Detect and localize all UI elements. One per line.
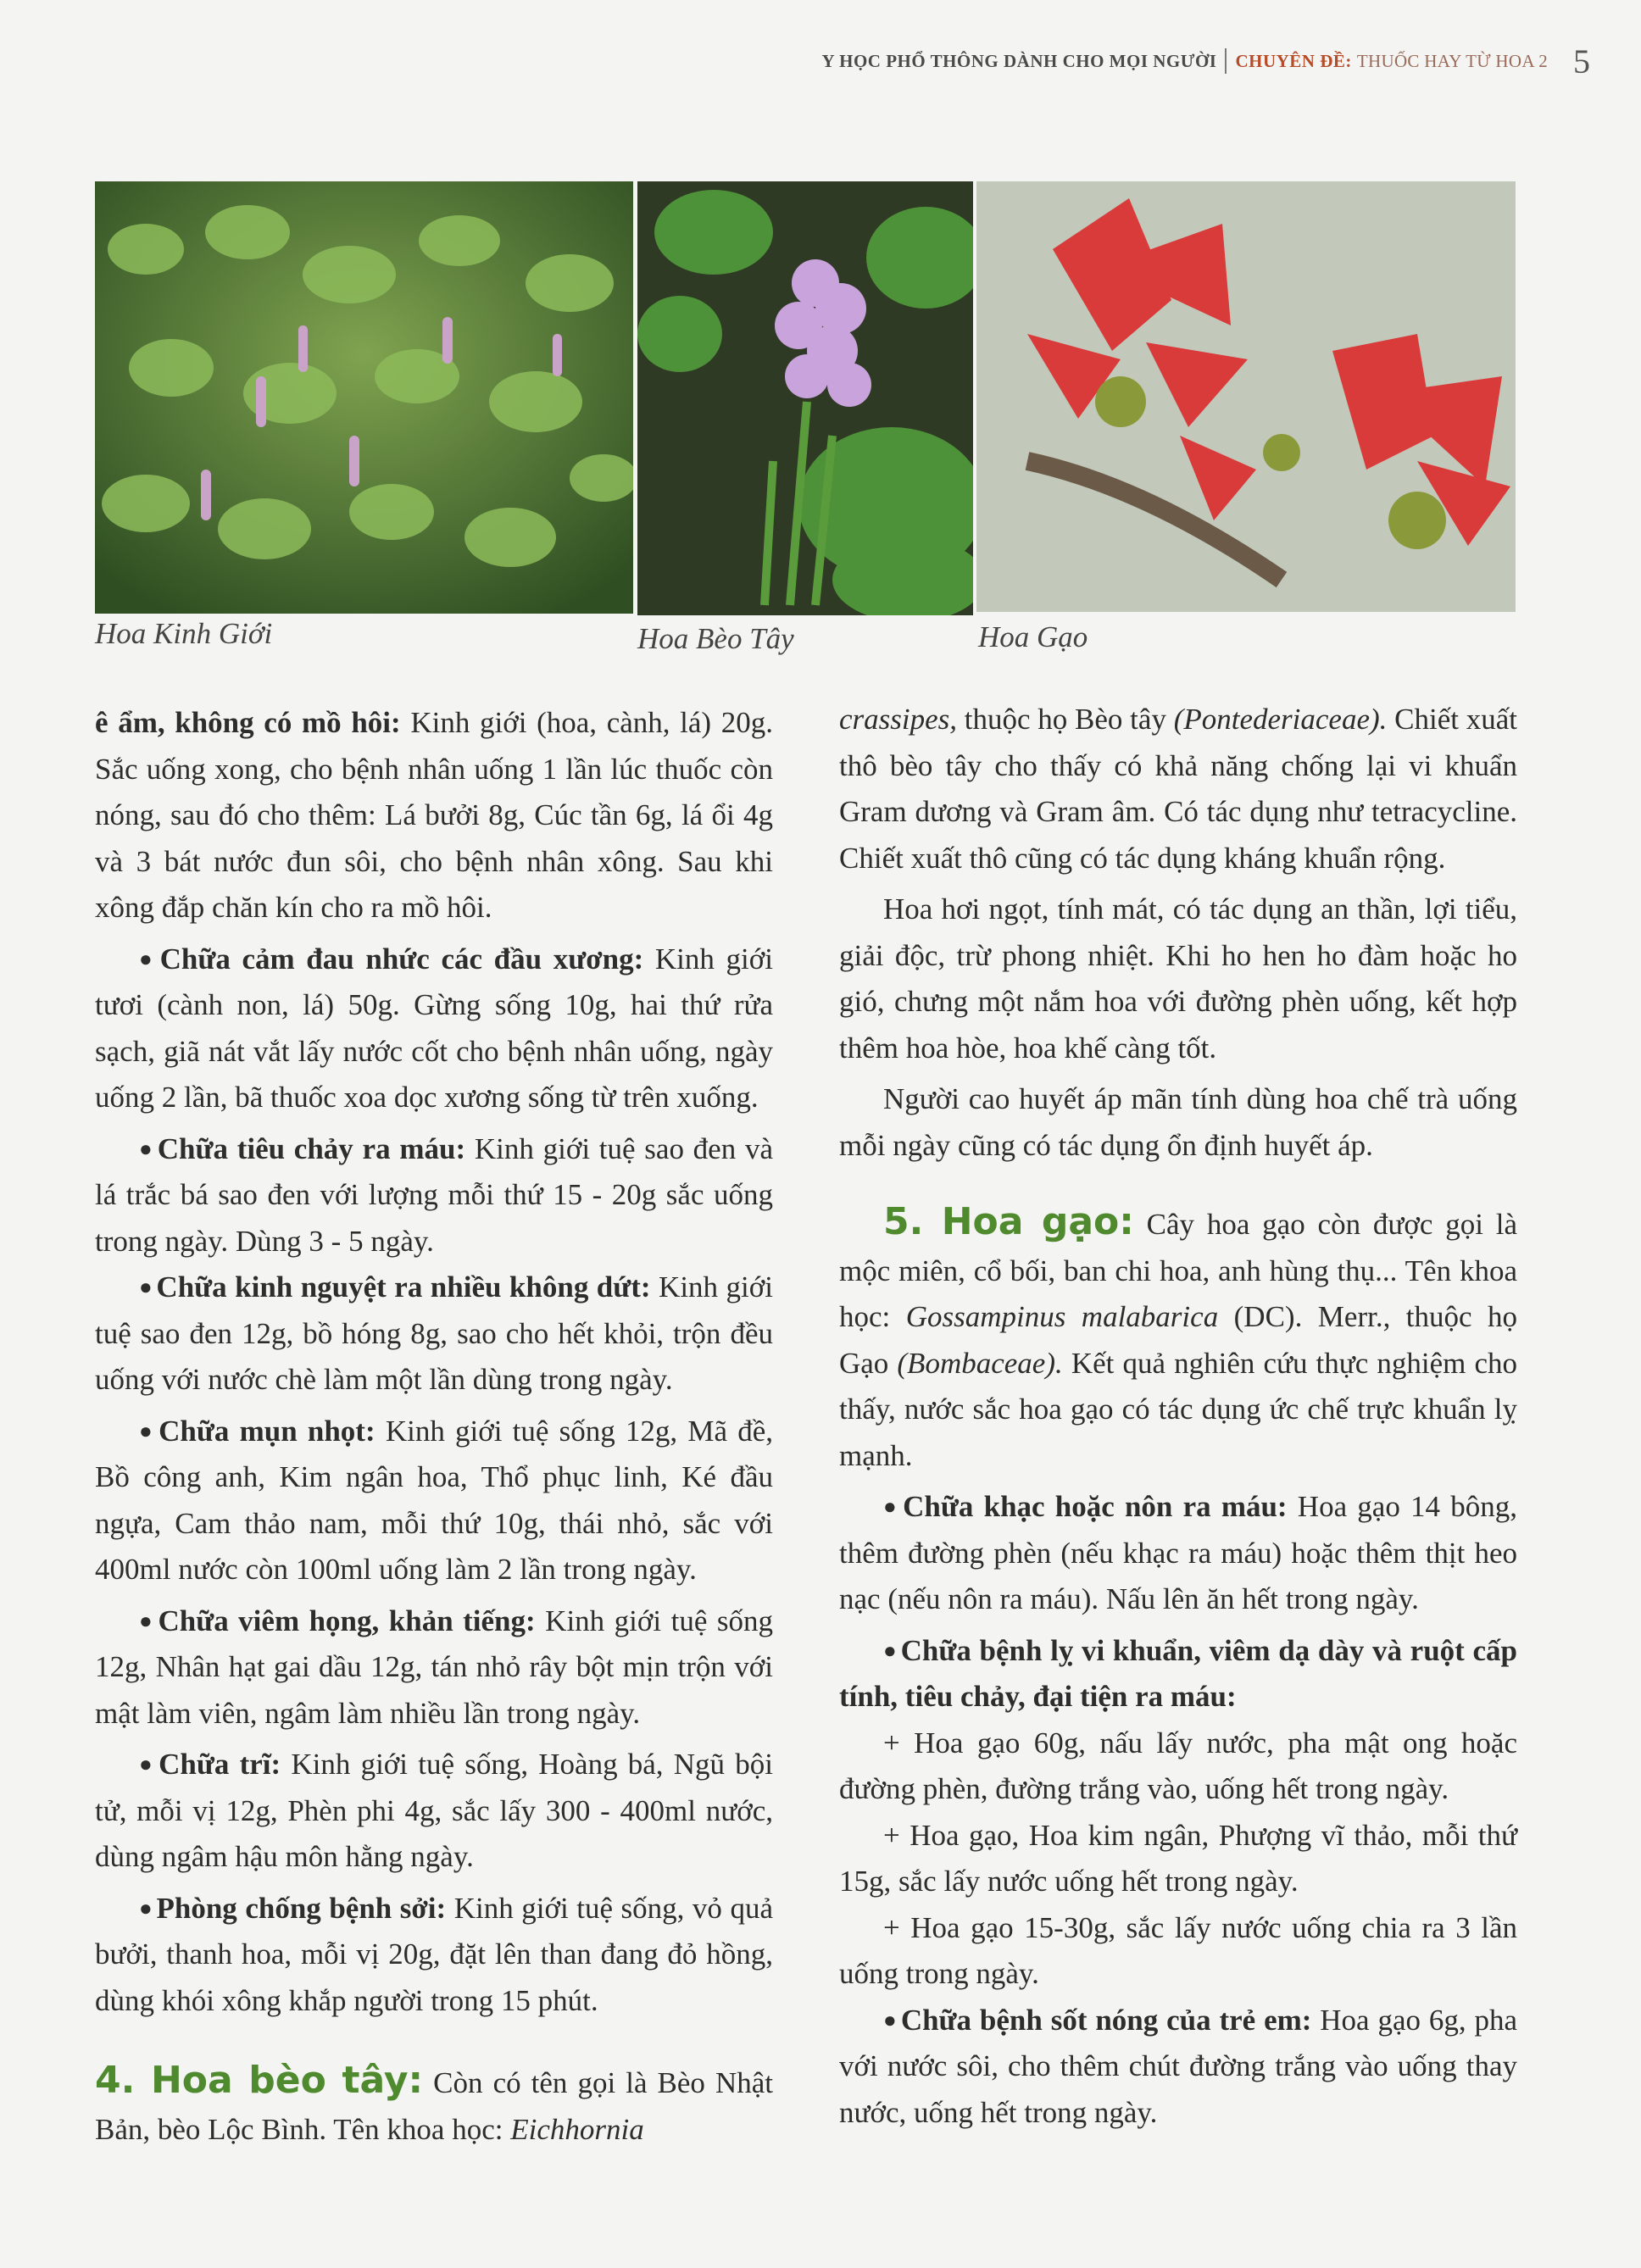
bullet-icon: ●: [883, 1637, 898, 1663]
bullet-icon: ●: [139, 1136, 154, 1161]
paragraph-text: Kinh giới (hoa, cành, lá) 20g. Sắc uống xong, cho bệnh nhân uống 1 lần lúc thuốc còn nóng, sau đó cho thêm: Lá bưởi 8g, Cúc tần 6g, lá ổi 4g và 3 bát nước đun sôi, cho bệnh nhân xông. Sau khi xông đắp chăn kín cho ra mồ hôi.: [95, 706, 773, 924]
bullet-icon: ●: [139, 1418, 156, 1443]
photo-hoa-gao: [976, 181, 1516, 612]
paragraph-text: thuộc họ Bèo tây: [957, 703, 1174, 736]
recipe-item: + Hoa gạo 15-30g, sắc lấy nước uống chia ra 3 lần uống trong ngày.: [839, 1910, 1517, 1990]
publication-title: Y HỌC PHỔ THÔNG DÀNH CHO MỌI NGƯỜI: [821, 50, 1217, 71]
bullet-text: Kinh giới tuệ sao đen 12g, bồ hóng 8g, sao cho hết khỏi, trộn đều uống với nước chè làm một lần dùng trong ngày.: [95, 1270, 773, 1396]
section-text: Cây hoa gạo còn được gọi là mộc miên, cổ bối, ban chi hoa, anh hùng thụ... Tên khoa học:: [839, 1208, 1517, 1333]
paragraph-text: Chiết xuất thô bèo tây cho thấy có khả năng chống lại vi khuẩn Gram dương và Gram âm. Có tác dụng như tetracycline. Chiết xuất thô cũng có tác dụng kháng khuẩn rộng.: [839, 703, 1517, 875]
bullet-title: Chữa bệnh lỵ vi khuẩn, viêm dạ dày và ruột cấp tính, tiêu chảy, đại tiện ra máu:: [839, 1633, 1517, 1713]
paragraph: [95, 700, 773, 931]
bullet-text: Kinh giới tuệ sao đen và lá trắc bá sao đen với lượng mỗi thứ 15 - 20g sắc uống trong ngày. Dùng 3 - 5 ngày.: [95, 1131, 773, 1258]
bullet-title: Chữa bệnh sốt nóng của trẻ em:: [900, 2003, 1312, 2037]
bullet-item: [95, 1265, 773, 1404]
bullet-text: Kinh giới tuệ sống 12g, Mã đề, Bồ công anh, Kim ngân hoa, Thổ phục linh, Ké đầu ngựa, Cam thảo nam, mỗi thứ 10g, thái nhỏ, sắc với 400ml nước còn 100ml uống làm 2 lần trong ngày.: [95, 1414, 773, 1586]
paragraph: [839, 1076, 1517, 1169]
caption-beo-tay: Hoa Bèo Tây: [637, 622, 794, 655]
bullet-title: Chữa kinh nguyệt ra nhiều không dứt:: [156, 1270, 651, 1304]
paragraph: [839, 697, 1517, 881]
bullet-icon: ●: [883, 1494, 900, 1519]
bullet-icon: ●: [139, 946, 157, 971]
scientific-name: Eichhornia: [510, 2112, 644, 2146]
photo-beo-tay: [637, 181, 973, 615]
bullet-item: [95, 1598, 773, 1737]
section-5: [839, 1199, 1517, 1479]
recipe-item: + Hoa gạo 60g, nấu lấy nước, pha mật ong hoặc đường phèn, đường trắng vào, uống hết trong ngày.: [839, 1726, 1517, 1805]
family-name: (Pontederiaceae).: [1173, 703, 1388, 736]
bullet-item: [95, 1409, 773, 1593]
bullet-item: [839, 1998, 1517, 2137]
paragraph-text: Hoa hơi ngọt, tính mát, có tác dụng an thần, lợi tiểu, giải độc, trừ phong nhiệt. Khi ho hen ho đàm hoặc ho gió, chưng một nắm hoa với đường phèn uống, kết hợp thêm hoa hòe, hoa khế càng tốt.: [839, 892, 1517, 1065]
bullet-title: Chữa viêm họng, khản tiếng:: [158, 1604, 536, 1637]
photo-kinh-gioi: [95, 181, 633, 614]
bullet-item: [95, 1742, 773, 1881]
bullet-item: [95, 937, 773, 1121]
section-text: Kết quả nghiên cứu thực nghiệm cho thấy, nước sắc hoa gạo có tác dụng ức chế trực khuẩn lỵ mạnh.: [839, 1346, 1517, 1472]
bullet-icon: ●: [139, 1752, 156, 1776]
bullet-title: Chữa tiêu chảy ra máu:: [157, 1131, 466, 1165]
caption-hoa-gao: Hoa Gạo: [978, 620, 1088, 653]
right-column: [839, 697, 1517, 2136]
topic-label: CHUYÊN ĐỀ:: [1235, 50, 1352, 71]
bullet-text: Kinh giới tuệ sống 12g, Nhân hạt gai dầu 12g, tán nhỏ rây bột mịn trộn với mật làm viên, ngâm làm nhiều lần trong ngày.: [95, 1604, 773, 1730]
scientific-name: Gossampinus malabarica: [905, 1300, 1219, 1333]
section-text: Còn có tên gọi là Bèo Nhật Bản, bèo Lộc Bình. Tên khoa học:: [95, 2066, 773, 2146]
bullet-text: Hoa gạo 6g, pha với nước sôi, cho thêm chút đường trắng vào uống thay nước, uống hết trong ngày.: [839, 2003, 1517, 2129]
topic-title: THUỐC HAY TỪ HOA 2: [1356, 50, 1548, 71]
bullet-icon: ●: [883, 2007, 898, 2032]
paragraph-text: Người cao huyết áp mãn tính dùng hoa chế trà uống mỗi ngày cũng có tác dụng ổn định huyết áp.: [839, 1082, 1517, 1162]
bullet-text: Kinh giới tươi (cành non, lá) 50g. Gừng sống 10g, hai thứ rửa sạch, giã nát vắt lấy nước cốt cho bệnh nhân uống, ngày uống 2 lần, bã thuốc xoa dọc xương sống từ trên xuống.: [95, 942, 773, 1114]
bold-lead: ê ẩm, không có mồ hôi:: [95, 706, 401, 739]
running-header: [254, 36, 1590, 86]
section-title: 4. Hoa bèo tây:: [95, 2059, 424, 2102]
bullet-text: Kinh giới tuệ sống, Hoàng bá, Ngũ bội tử, mỗi vị 12g, Phèn phi 4g, sắc lấy 300 - 400ml nước, dùng ngâm hậu môn hằng ngày.: [95, 1748, 773, 1873]
bullet-item: [839, 1484, 1517, 1623]
header-divider: [1225, 48, 1227, 74]
paragraph: [839, 887, 1517, 1071]
section-title: 5. Hoa gạo:: [883, 1200, 1134, 1243]
bullet-title: Chữa trĩ:: [159, 1748, 281, 1781]
bullet-title: Chữa khạc hoặc nôn ra máu:: [903, 1490, 1288, 1523]
bullet-item: [839, 1628, 1517, 1720]
section-4: [95, 2058, 773, 2153]
bullet-icon: ●: [139, 1608, 155, 1633]
bullet-icon: ●: [139, 1275, 153, 1299]
bullet-icon: ●: [139, 1895, 153, 1921]
bullet-title: Chữa cảm đau nhức các đầu xương:: [159, 942, 644, 976]
caption-kinh-gioi: Hoa Kinh Giới: [95, 617, 273, 650]
bullet-item: [95, 1126, 773, 1265]
bullet-title: Chữa mụn nhọt:: [159, 1414, 375, 1448]
bullet-title: Phòng chống bệnh sởi:: [156, 1891, 447, 1925]
family-name: (Bombaceae).: [897, 1346, 1063, 1380]
section-text: (DC). Merr., thuộc họ Gạo: [839, 1300, 1517, 1380]
page-number: 5: [1573, 42, 1590, 81]
left-column: [95, 700, 773, 2153]
bullet-text: Kinh giới tuệ sống, vỏ quả bưởi, thanh hoa, mỗi vị 20g, đặt lên than đang đỏ hồng, dùng khói xông khắp người trong 15 phút.: [95, 1891, 773, 2017]
scientific-name: crassipes,: [839, 703, 958, 736]
recipe-item: + Hoa gạo, Hoa kim ngân, Phượng vĩ thảo, mỗi thứ 15g, sắc lấy nước uống hết trong ngày.: [839, 1818, 1517, 1898]
bullet-item: [95, 1886, 773, 2025]
bullet-text: Hoa gạo 14 bông, thêm đường phèn (nếu khạc ra máu) hoặc thêm thịt heo nạc (nếu nôn ra máu). Nấu lên ăn hết trong ngày.: [839, 1490, 1517, 1615]
